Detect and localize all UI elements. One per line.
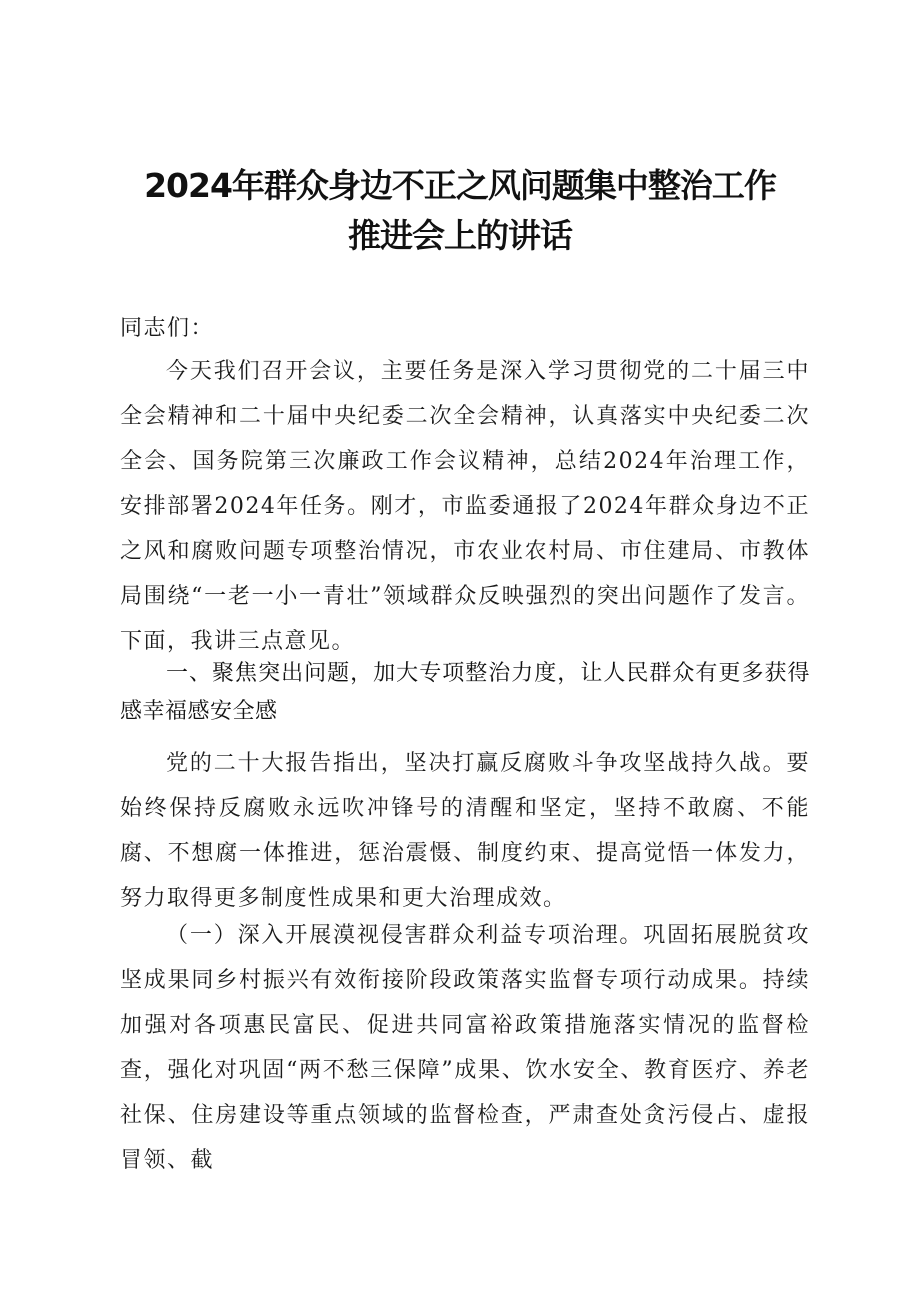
paragraph-section-1: 党的二十大报告指出，坚决打赢反腐败斗争攻坚战持久战。要始终保持反腐败永远吹冲锋号的清醒和坚定，坚持不敢腐、不能腐、不想腐一体推进，惩治震慑、制度约束、提高觉悟一体发力，努力取得更多制度性成果和更大治理成效。 [120,751,810,911]
paragraph-intro: 今天我们召开会议，主要任务是深入学习贯彻党的二十届三中全会精神和二十届中央纪委二次全会精神，认真落实中央纪委二次全会、国务院第三次廉政工作会议精神，总结2024年治理工作，安排部署2024年任务。刚才，市监委通报了2024年群众身边不正之风和腐败问题专项整治情况，市农业农村局、市住建局、市教体局围绕“一老一小一青壮”领域群众反映强烈的突出问题作了发言。下面，我讲三点意见。 [120,359,810,654]
document-title-line-2: 推进会上的讲话 [348,216,572,255]
document-title-line-1: 2024年群众身边不正之风问题集中整治工作 [144,166,776,205]
paragraph-subsection-1: （一）深入开展漠视侵害群众利益专项治理。巩固拓展脱贫攻坚成果同乡村振兴有效衔接阶段政策落实监督专项行动成果。持续加强对各项惠民富民、促进共同富裕政策措施落实情况的监督检查，强化对巩固“两不愁三保障”成果、饮水安全、教育医疗、养老社保、住房建设等重点领域的监督检查，严肃查处贪污侵占、虚报冒领、截 [120,923,810,1173]
section-heading-1: 一、聚焦突出问题，加大专项整治力度，让人民群众有更多获得感幸福感安全感 [120,661,810,724]
salutation: 同志们： [120,316,215,341]
